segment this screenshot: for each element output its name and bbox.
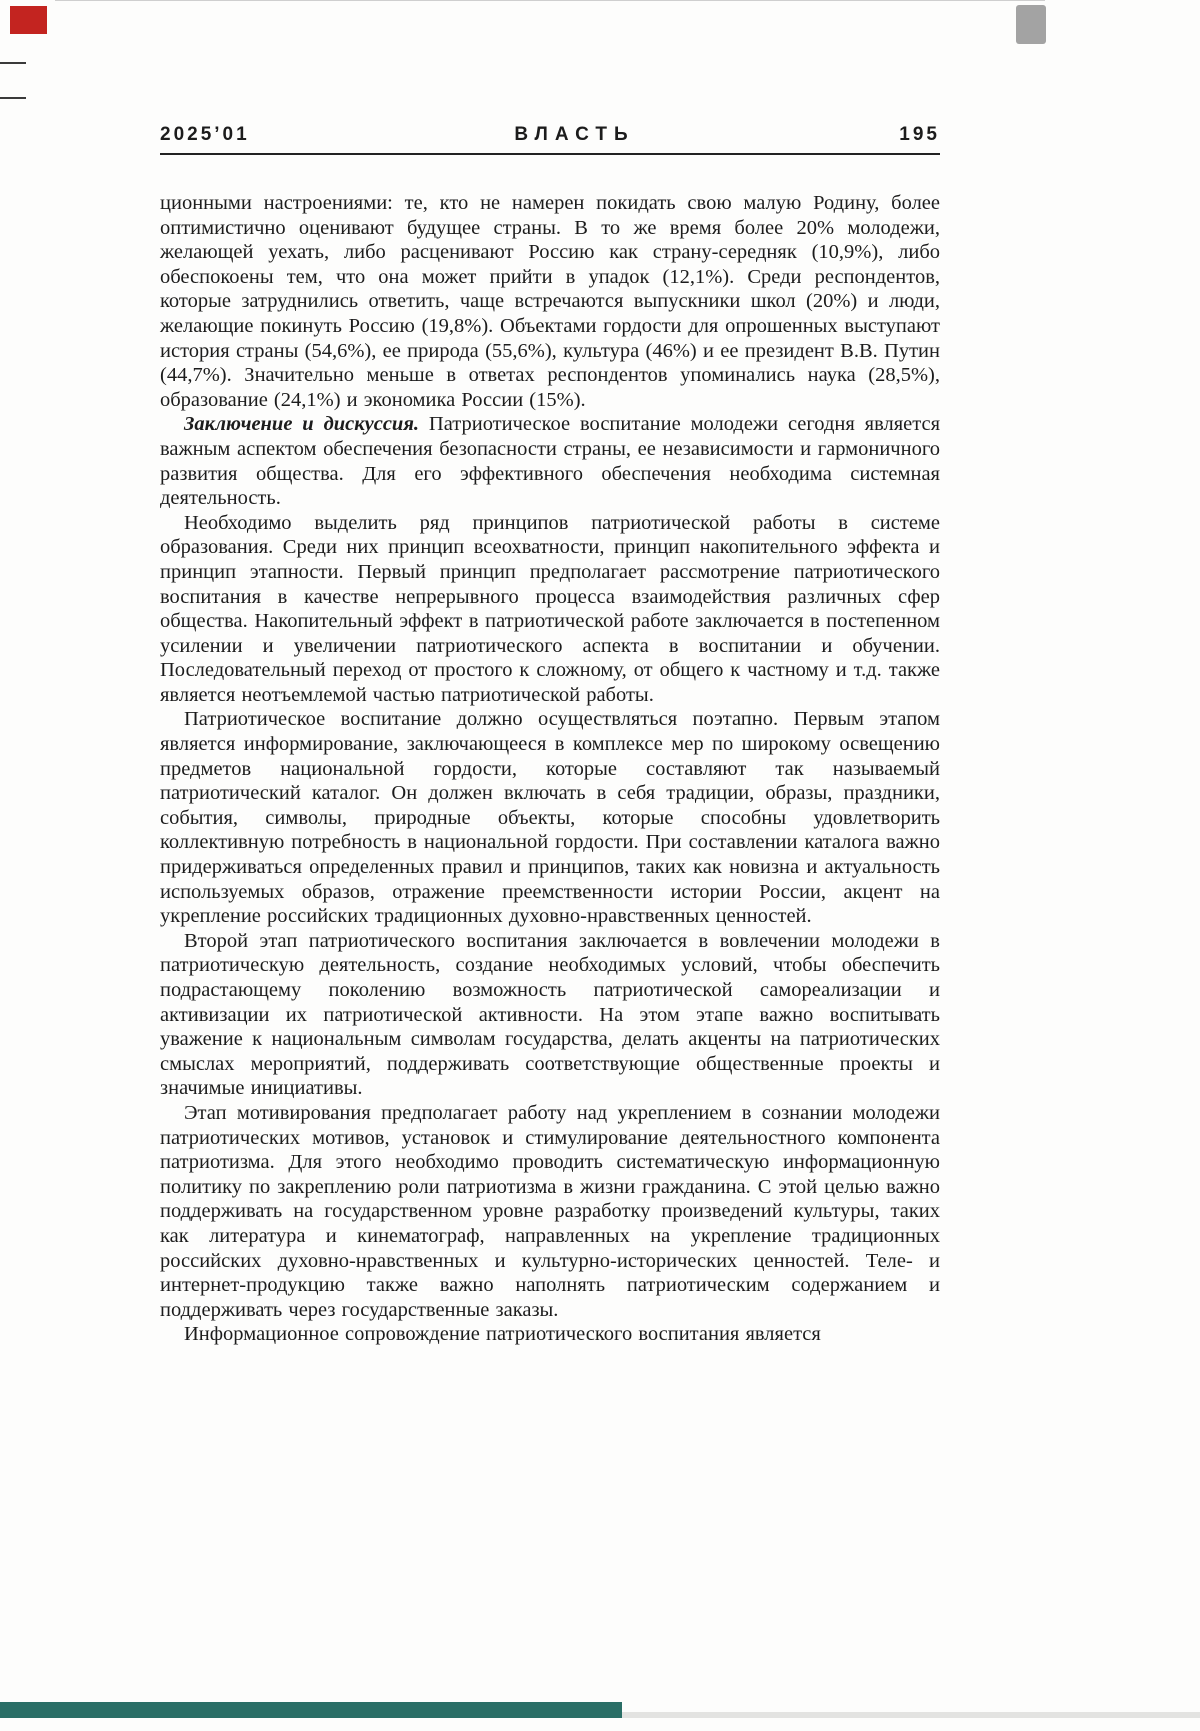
paragraph: ционными настроениями: те, кто не намерен покидать свою малую Родину, более оптимистично оценивают будущее страны. В то же время более 20% молодежи, желающей уехать, либо расценивают Россию как страну-середняк (10,9%), либо обеспокоены тем, что она может прийти в упадок (12,1%). Среди респондентов, которые затруднились ответить, чаще встречаются выпускники школ (20%) и люди, желающие покинуть Россию (19,8%). Объектами гордости для опрошенных выступают история страны (54,6%), ее природа (55,6%), культура (46%) и ее президент В.В. Путин (44,7%). Значительно меньше в ответах респондентов упоминались наука (28,5%), образование (24,1%) и экономика России (15%). [160, 192, 940, 411]
running-head [160, 124, 940, 146]
paragraph: Этап мотивирования предполагает работу над укреплением в сознании молодежи патриотических мотивов, установок и стимулирование деятельностного компонента патриотизма. Для этого необходимо проводить систематическую информационную политику по закреплению роли патриотизма в жизни гражданина. С этой целью важно поддерживать на государственном уровне разработку произведений культуры, таких как литература и кинематограф, направленных на укрепление традиционных российских духовно-нравственных и культурно-исторических ценностей. Теле- и интернет-продукцию также важно наполнять патриотическим содержанием и поддерживать через государственные заказы. [160, 1101, 940, 1321]
page-top-edge [55, 0, 1045, 1]
edge-tick [0, 62, 26, 64]
section-lead: Заключение и дискуссия. [184, 413, 420, 436]
header-rule [160, 153, 940, 155]
page-bottom-edge [622, 1712, 1200, 1718]
journal-title: ВЛАСТЬ [514, 124, 635, 145]
paragraph: Второй этап патриотического воспитания заключается в вовлечении молодежи в патриотическую деятельность, создание необходимых условий, чтобы обеспечить подрастающему поколению возможность патриотической самореализации и активизации их патриотической активности. На этом этапе важно воспитывать уважение к национальным символам государства, делать акценты на патриотических смыслах мероприятий, поддерживать соответствующие общественные проекты и значимые инициативы. [160, 929, 940, 1100]
edge-tick [0, 97, 26, 99]
paragraph-text: Патриотическое воспитание молодежи сегодня является важным аспектом обеспечения безопасности страны, ее независимости и гармоничного развития общества. Для его эффективного обеспечения необходима системная деятельность. [160, 413, 940, 510]
paragraph: Необходимо выделить ряд принципов патриотической работы в системе образования. Среди них принцип всеохватности, принцип накопительного эффекта и принцип этапности. Первый принцип предполагает рассмотрение патриотического воспитания в качестве непрерывного процесса взаимодействия различных сфер общества. Накопительный эффект в патриотической работе заключается в постепенном усилении и увеличении патриотического аспекта в воспитании и обучении. Последовательный переход от простого к сложному, от общего к частному и т.д. также является неотъемлемой частью патриотической работы. [160, 511, 940, 706]
scrollbar-thumb[interactable] [1016, 5, 1046, 44]
corner-marker [10, 6, 47, 34]
paragraph [160, 412, 940, 510]
issue-label: 2025’01 [160, 124, 250, 145]
paragraph: Патриотическое воспитание должно осуществляться поэтапно. Первым этапом является информирование, заключающееся в комплексе мер по широкому освещению предметов национальной гордости, которые составляют так называемый патриотический каталог. Он должен включать в себя традиции, образы, праздники, события, символы, природные объекты, которые способны удовлетворить коллективную потребность в национальной гордости. При составлении каталога важно придерживаться определенных правил и принципов, таких как новизна и актуальность используемых образов, отражение преемственности истории России, акцент на укрепление российских традиционных духовно-нравственных ценностей. [160, 708, 940, 928]
page-number: 195 [899, 124, 940, 145]
paragraph: Информационное сопровождение патриотического воспитания является [184, 1323, 821, 1346]
journal-page [160, 124, 940, 1347]
article-body [160, 191, 940, 1347]
bottom-bar [0, 1702, 622, 1718]
